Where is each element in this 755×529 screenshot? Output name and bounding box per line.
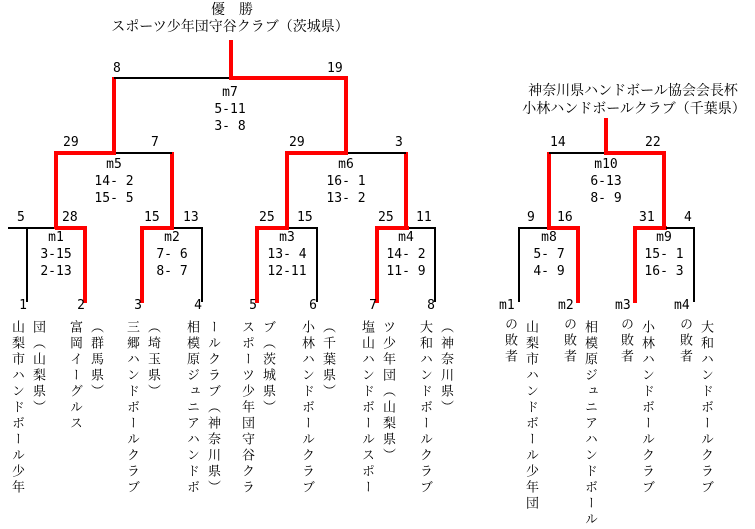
bracket-line — [348, 152, 406, 154]
champion-riser-line — [229, 40, 233, 80]
match-m6-label: m6 — [338, 157, 354, 172]
loser-entry-2-suffix: の敗者 — [561, 317, 576, 365]
match-m7-set1: 5-11 — [214, 102, 246, 117]
loser-entry-3-name: 小林ハンドボールクラブ — [639, 320, 654, 496]
match-m6-set2: 13- 2 — [326, 191, 366, 206]
match-m10-set1: 6-13 — [590, 174, 622, 189]
consolation-winner: 小林ハンドボールクラブ（千葉県） — [522, 101, 746, 117]
match-m1-label: m1 — [48, 230, 64, 245]
match-m3-right-total: 15 — [297, 210, 313, 225]
team-6-name: 小林ハンドボールクラブ — [299, 320, 314, 496]
bracket-line — [26, 227, 28, 302]
bracket-line-winner — [404, 152, 408, 229]
bracket-line-winner — [170, 152, 174, 229]
bracket-line — [409, 227, 436, 229]
bracket-line — [114, 77, 230, 79]
loser-entry-2-name: 相模原ジュニアハンドボール — [582, 320, 597, 528]
match-m2-set2: 8- 7 — [156, 264, 188, 279]
loser-entry-3-suffix: の敗者 — [618, 317, 633, 365]
match-m6-left-total: 29 — [289, 135, 305, 150]
team-5-name: スポーツ少年団守谷クラ — [239, 320, 254, 496]
team-8-number: 8 — [427, 298, 435, 313]
match-m8-right-total: 16 — [557, 210, 573, 225]
bracket-line — [518, 227, 550, 229]
loser-entry-2-ref: m2 — [558, 298, 574, 313]
match-m3-left-total: 25 — [259, 210, 275, 225]
loser-entry-1-ref: m1 — [499, 298, 515, 313]
bracket-line-winner — [255, 226, 259, 303]
match-m7-label: m7 — [222, 85, 238, 100]
bracket-line-winner — [285, 152, 289, 229]
team-2-name-cont: （群馬県） — [88, 320, 103, 400]
team-4-name-cont: ールクラブ（神奈川県） — [205, 320, 220, 496]
bracket-line — [316, 227, 318, 302]
match-m7-set2: 3- 8 — [214, 119, 246, 134]
bracket-line — [434, 227, 436, 302]
bracket-line — [549, 152, 606, 154]
match-m3-set2: 12-11 — [267, 264, 307, 279]
bracket-line — [116, 152, 172, 154]
bracket-line — [289, 227, 318, 229]
match-m2-set1: 7- 6 — [156, 247, 188, 262]
team-1-name-cont: 団（山梨県） — [30, 320, 45, 416]
bracket-line-winner — [344, 77, 348, 154]
bracket-line-winner — [604, 151, 666, 155]
match-m4-right-total: 11 — [416, 210, 432, 225]
team-4-name: 相模原ジュニアハンドボ — [184, 320, 199, 496]
loser-entry-4-ref: m4 — [674, 298, 690, 313]
team-5-number: 5 — [249, 298, 257, 313]
match-m2-label: m2 — [164, 230, 180, 245]
bracket-line-winner — [54, 151, 116, 155]
match-m5-set2: 15- 5 — [94, 191, 134, 206]
match-m1-set1: 3-15 — [40, 247, 72, 262]
match-m8-set1: 5- 7 — [533, 247, 565, 262]
bracket-line — [8, 227, 57, 229]
match-m2-left-total: 15 — [144, 210, 160, 225]
team-5-name-cont: ブ（茨城県） — [260, 320, 275, 416]
champion-heading: 優 勝 — [211, 2, 253, 18]
match-m10-left-total: 14 — [550, 135, 566, 150]
match-m9-set2: 16- 3 — [644, 264, 684, 279]
match-m5-label: m5 — [106, 157, 122, 172]
bracket-line-winner — [112, 77, 116, 154]
team-3-name-cont: （埼玉県） — [145, 320, 160, 400]
bracket-line-winner — [140, 226, 144, 303]
match-m5-right-total: 7 — [151, 135, 159, 150]
match-m6-right-total: 3 — [395, 135, 403, 150]
loser-entry-4-name: 大和ハンドボールクラブ — [698, 320, 713, 496]
match-m5-set1: 14- 2 — [94, 174, 134, 189]
team-6-number: 6 — [309, 298, 317, 313]
match-m4-set1: 14- 2 — [386, 247, 426, 262]
match-m8-label: m8 — [541, 230, 557, 245]
bracket-line — [174, 227, 203, 229]
team-2-name: 富岡イーグルス — [67, 320, 82, 432]
match-m7-right-total: 19 — [327, 61, 343, 76]
match-m3-set1: 13- 4 — [267, 247, 307, 262]
team-7-name: 塩山ハンドボールスポー — [359, 320, 374, 496]
match-m5-left-total: 29 — [63, 135, 79, 150]
match-m10-set2: 8- 9 — [590, 191, 622, 206]
match-m9-label: m9 — [656, 230, 672, 245]
champion-team-name: スポーツ少年団守谷クラブ（茨城県） — [111, 19, 349, 35]
match-m9-left-total: 31 — [639, 210, 655, 225]
bracket-line-winner — [285, 151, 348, 155]
team-3-name: 三郷ハンドボールクラブ — [124, 320, 139, 496]
match-m2-right-total: 13 — [183, 210, 199, 225]
team-8-name-cont: （神奈川県） — [438, 320, 453, 416]
match-m1-set2: 2-13 — [40, 264, 72, 279]
match-m9-right-total: 4 — [684, 210, 692, 225]
bracket-line-winner — [547, 152, 551, 229]
bracket-line-winner — [633, 226, 637, 303]
bracket-line-winner — [662, 152, 666, 229]
team-4-number: 4 — [194, 298, 202, 313]
bracket-line-winner — [375, 226, 379, 303]
bracket-line — [665, 227, 695, 229]
loser-entry-1-name: 山梨市ハンドボール少年団 — [523, 320, 538, 512]
match-m8-left-total: 9 — [527, 210, 535, 225]
loser-entry-1-suffix: の敗者 — [502, 317, 517, 365]
bracket-line-winner — [576, 226, 580, 303]
bracket-line-winner — [54, 152, 58, 229]
match-m4-label: m4 — [398, 230, 414, 245]
match-m8-set2: 4- 9 — [533, 264, 565, 279]
match-m4-left-total: 25 — [378, 210, 394, 225]
team-1-number: 1 — [19, 298, 27, 313]
bracket-line-winner — [229, 76, 348, 80]
team-7-name-cont: ツ少年団（山梨県） — [380, 320, 395, 464]
match-m6-set1: 16- 1 — [326, 174, 366, 189]
match-m7-left-total: 8 — [113, 61, 121, 76]
consolation-riser-line — [604, 118, 608, 155]
consolation-title: 神奈川県ハンドボール協会会長杯 — [528, 83, 738, 99]
match-m10-right-total: 22 — [645, 135, 661, 150]
team-2-number: 2 — [77, 298, 85, 313]
match-m3-label: m3 — [279, 230, 295, 245]
bracket-line — [693, 227, 695, 302]
bracket-line — [201, 227, 203, 302]
team-8-name: 大和ハンドボールクラブ — [417, 320, 432, 496]
team-3-number: 3 — [134, 298, 142, 313]
team-7-number: 7 — [369, 298, 377, 313]
bracket-line — [518, 227, 520, 302]
match-m1-right-total: 28 — [62, 210, 78, 225]
match-m10-label: m10 — [594, 157, 618, 172]
team-1-name: 山梨市ハンドボール少年 — [9, 320, 24, 496]
team-6-name-cont: （千葉県） — [320, 320, 335, 400]
match-m4-set2: 11- 9 — [386, 264, 426, 279]
loser-entry-3-ref: m3 — [615, 298, 631, 313]
match-m1-left-total: 5 — [17, 210, 25, 225]
loser-entry-4-suffix: の敗者 — [677, 317, 692, 365]
bracket-line-winner — [83, 226, 87, 303]
match-m9-set1: 15- 1 — [644, 247, 684, 262]
